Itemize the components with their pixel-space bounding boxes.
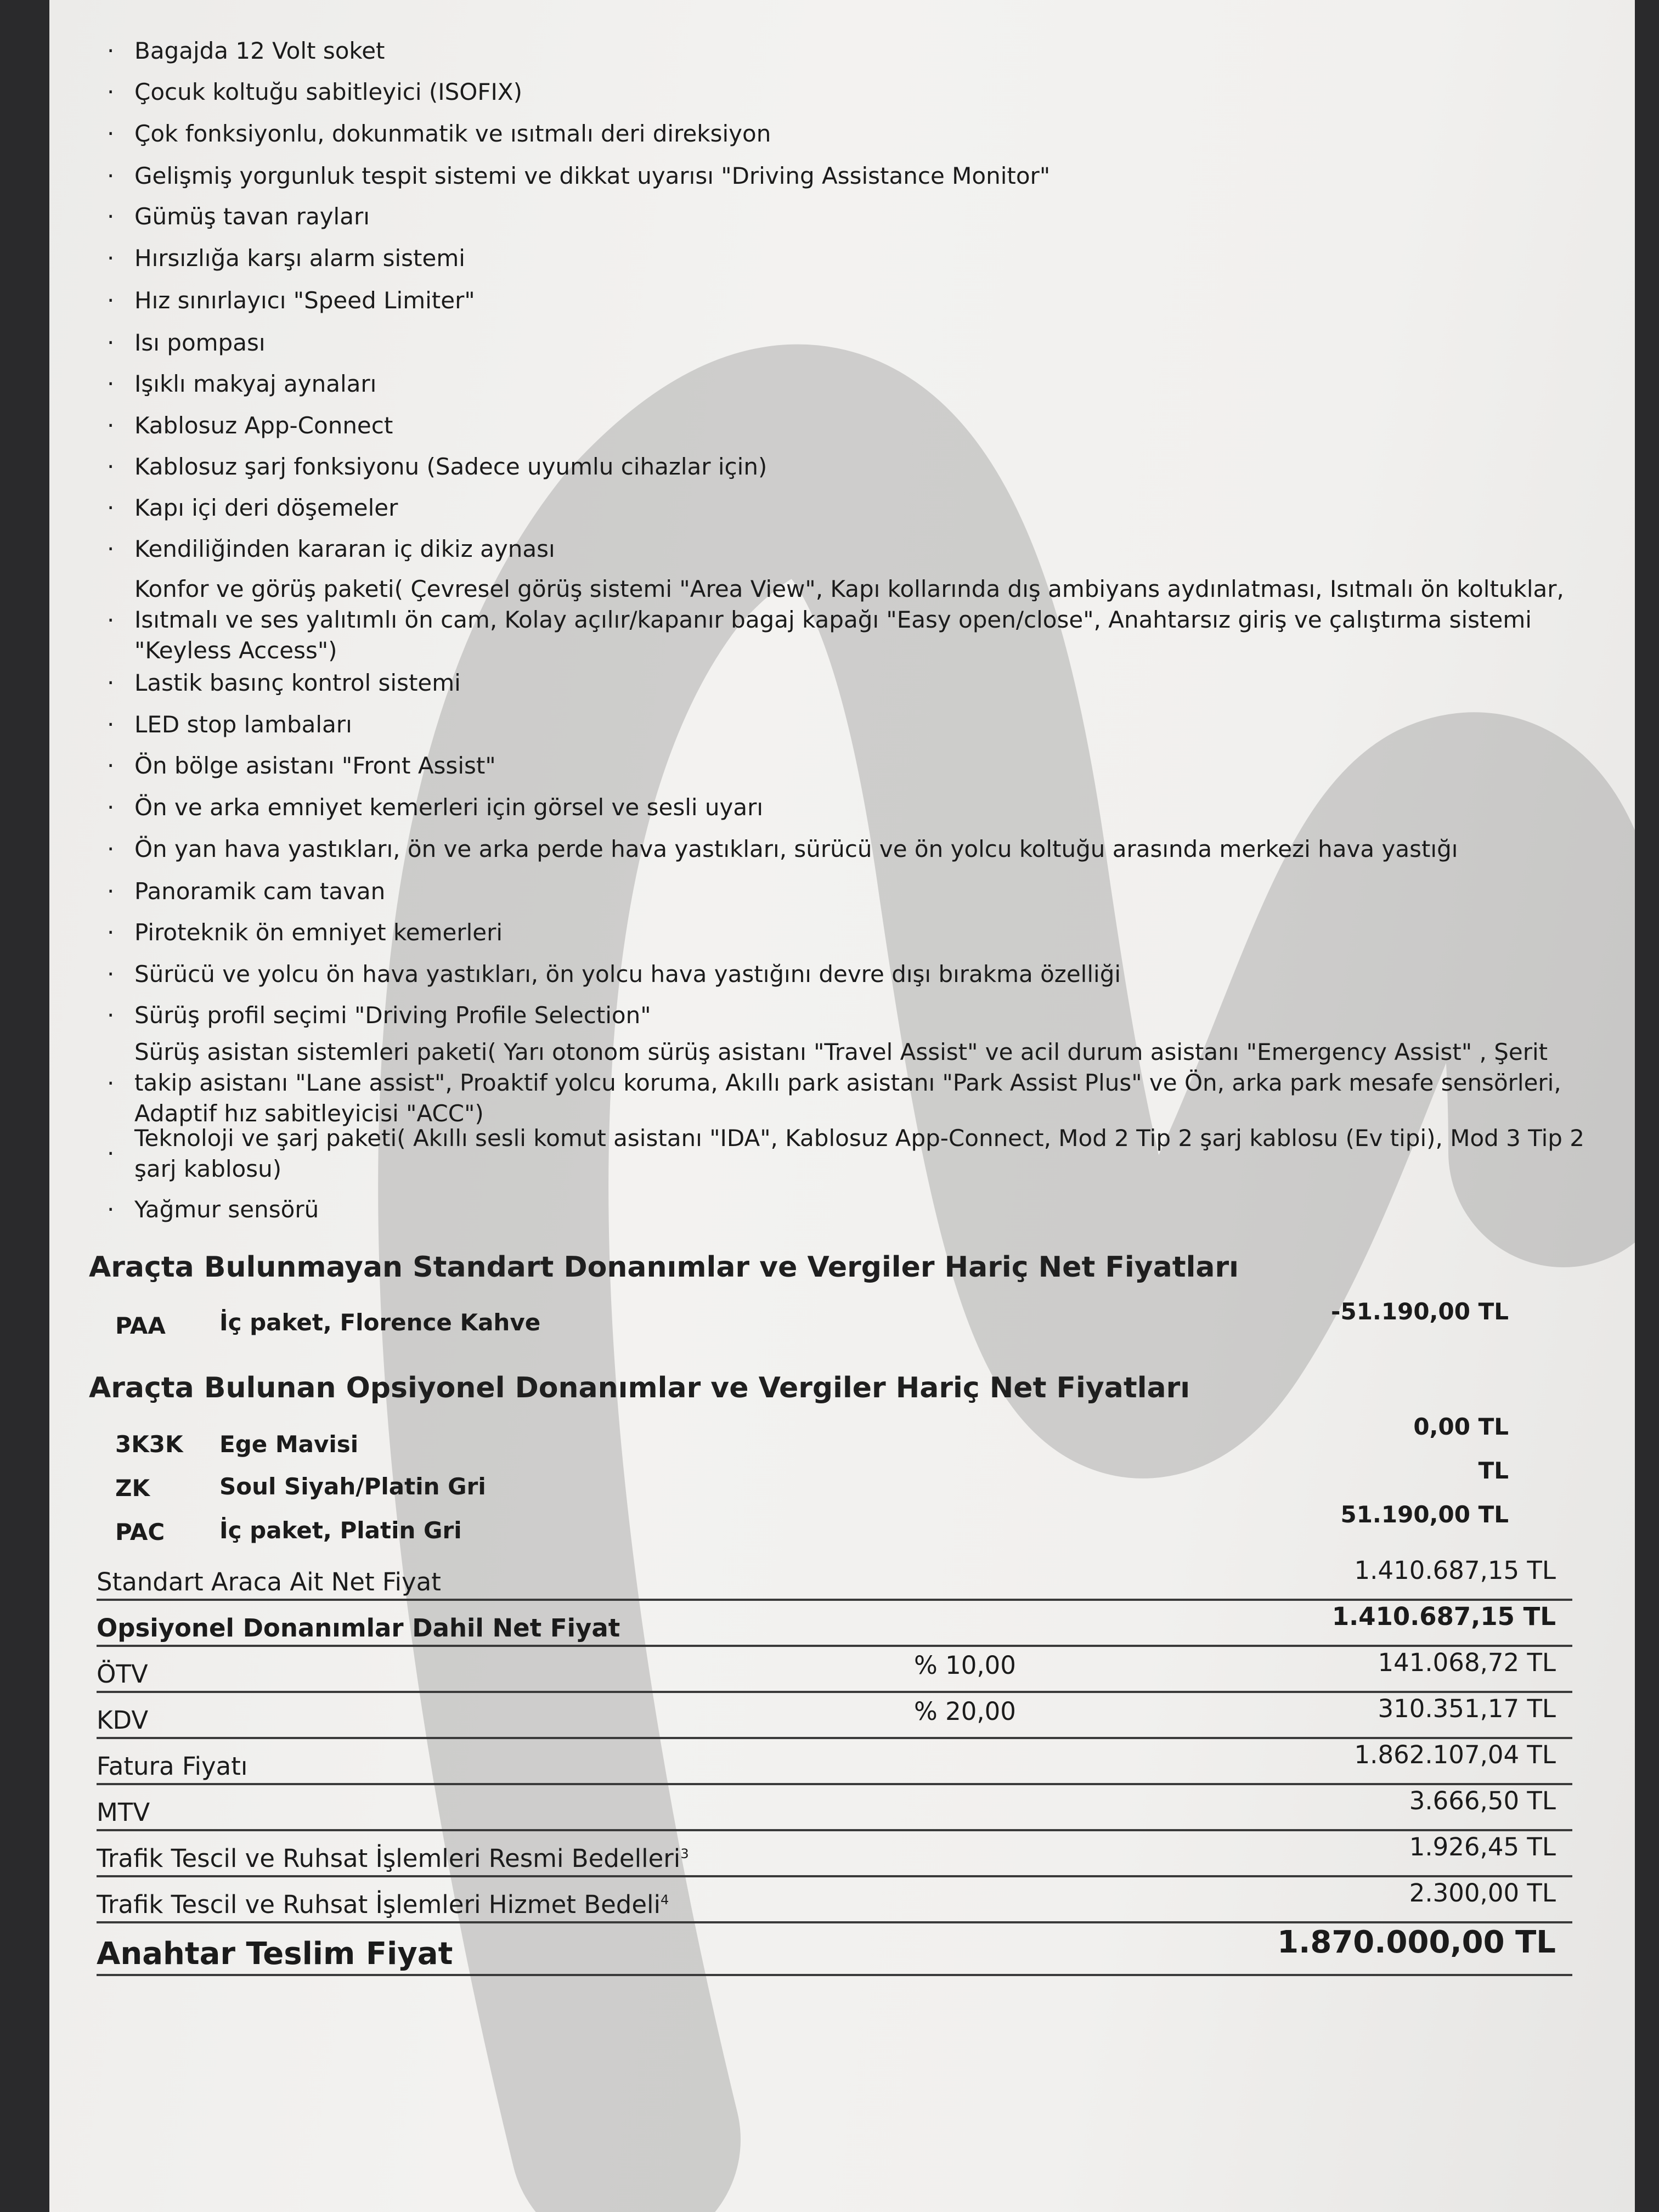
feature-item <box>107 534 1588 565</box>
summary-row <box>97 1786 1572 1831</box>
option-description: İç paket, Florence Kahve <box>219 1309 541 1336</box>
bullet-icon: · <box>107 494 115 521</box>
summary-value: 1.870.000,00 TL <box>1277 1925 1556 1960</box>
summary-label-text: Fatura Fiyatı <box>97 1752 248 1781</box>
summary-value: 310.351,17 TL <box>1378 1694 1556 1723</box>
bullet-icon: · <box>107 287 115 314</box>
bullet-icon: · <box>107 120 115 147</box>
summary-value: 1.862.107,04 TL <box>1354 1740 1556 1769</box>
feature-item <box>107 959 1588 990</box>
feature-text: Ön ve arka emniyet kemerleri için görsel ve sesli uyarı <box>134 794 764 821</box>
bullet-icon: · <box>107 535 115 562</box>
feature-item <box>107 285 1588 316</box>
bullet-icon: · <box>107 453 115 480</box>
bullet-icon: · <box>107 794 115 821</box>
summary-row <box>97 1602 1572 1647</box>
summary-value: 1.410.687,15 TL <box>1354 1556 1556 1585</box>
option-price: 0,00 TL <box>1413 1413 1509 1440</box>
bullet-icon: · <box>107 245 115 272</box>
summary-label <box>97 1936 453 1972</box>
summary-label-text: MTV <box>97 1798 150 1827</box>
bullet-icon: · <box>107 878 115 905</box>
feature-item <box>107 161 1588 191</box>
bullet-icon: · <box>107 752 115 779</box>
feature-item <box>107 917 1588 948</box>
summary-label-text: KDV <box>97 1706 149 1735</box>
summary-label <box>97 1613 620 1643</box>
feature-item <box>107 36 1588 66</box>
option-code: PAC <box>115 1519 165 1545</box>
feature-text: Kendiliğinden kararan iç dikiz aynası <box>134 535 555 562</box>
feature-text: Gelişmiş yorgunluk tespit sistemi ve dikkat uyarısı "Driving Assistance Monitor" <box>134 162 1051 189</box>
tax-rate: % 20,00 <box>914 1697 1016 1726</box>
summary-value: 1.926,45 TL <box>1409 1832 1556 1861</box>
feature-text: Isı pompası <box>134 329 266 356</box>
feature-text: Yağmur sensörü <box>134 1196 319 1223</box>
feature-text: Çocuk koltuğu sabitleyici (ISOFIX) <box>134 78 523 105</box>
feature-text: Panoramik cam tavan <box>134 878 386 905</box>
feature-text: Kapı içi deri döşemeler <box>134 494 398 521</box>
bullet-icon: · <box>107 203 115 230</box>
option-price: 51.190,00 TL <box>1340 1501 1509 1528</box>
option-description: Soul Siyah/Platin Gri <box>219 1473 486 1500</box>
feature-text: Hırsızlığa karşı alarm sistemi <box>134 245 465 272</box>
feature-item <box>107 1194 1588 1225</box>
summary-label <box>97 1706 148 1735</box>
feature-item <box>107 668 1588 698</box>
summary-value: 3.666,50 TL <box>1409 1786 1556 1815</box>
summary-value: 1.410.687,15 TL <box>1331 1602 1556 1631</box>
bullet-icon: · <box>107 162 115 189</box>
feature-item <box>107 792 1588 823</box>
feature-text: Sürüş profil seçimi "Driving Profile Selection" <box>134 1002 651 1029</box>
summary-label-text: Opsiyonel Donanımlar Dahil Net Fiyat <box>97 1613 620 1643</box>
feature-text: Bagajda 12 Volt soket <box>134 37 385 64</box>
feature-item <box>107 452 1588 482</box>
feature-item <box>107 328 1588 358</box>
option-code: PAA <box>115 1312 166 1339</box>
option-code: ZK <box>115 1475 150 1502</box>
tax-rate: % 10,00 <box>914 1651 1016 1680</box>
bullet-icon: · <box>107 1002 115 1029</box>
summary-value: 2.300,00 TL <box>1409 1878 1556 1908</box>
bullet-icon: · <box>107 836 115 862</box>
feature-text: Çok fonksiyonlu, dokunmatik ve ısıtmalı deri direksiyon <box>134 120 771 147</box>
feature-item <box>107 119 1588 149</box>
bullet-icon: · <box>107 669 115 696</box>
feature-item <box>107 876 1588 907</box>
summary-row <box>97 1556 1572 1601</box>
option-price: TL <box>1478 1457 1509 1484</box>
feature-item <box>107 369 1588 399</box>
feature-text: Sürücü ve yolcu ön hava yastıkları, ön yolcu hava yastığını devre dışı bırakma özelliği <box>134 961 1121 988</box>
feature-item <box>107 709 1588 740</box>
summary-label <box>97 1660 148 1689</box>
footnote-marker: 3 <box>680 1846 689 1861</box>
feature-text: LED stop lambaları <box>134 711 352 738</box>
feature-text: Ön bölge asistanı "Front Assist" <box>134 752 496 779</box>
document-page <box>49 0 1635 2212</box>
option-price: -51.190,00 TL <box>1331 1298 1509 1325</box>
option-description: Ege Mavisi <box>219 1431 359 1458</box>
feature-item <box>107 1123 1588 1184</box>
total-price-row <box>97 1925 1572 1976</box>
bullet-icon: · <box>107 1196 115 1223</box>
feature-item <box>107 201 1588 232</box>
bullet-icon: · <box>107 607 115 634</box>
summary-label-text: Standart Araca Ait Net Fiyat <box>97 1567 441 1596</box>
bullet-icon: · <box>107 37 115 64</box>
feature-item <box>107 1000 1588 1031</box>
document-content <box>49 0 1635 2212</box>
feature-item <box>107 77 1588 108</box>
summary-label <box>97 1567 441 1596</box>
summary-value: 141.068,72 TL <box>1378 1648 1556 1677</box>
feature-text: Işıklı makyaj aynaları <box>134 370 377 397</box>
summary-row <box>97 1832 1572 1877</box>
feature-text: Sürüş asistan sistemleri paketi( Yarı otonom sürüş asistanı "Travel Assist" ve acil durum asistanı "Emergency Assist" , Şerit takip asistanı "Lane assist", Proaktif yolcu koruma, Akıllı park asistanı "Park Assist Plus" ve Ön, arka park mesafe sensörleri, Adaptif hız sabitleyicisi "ACC") <box>134 1039 1561 1127</box>
feature-item <box>107 751 1588 781</box>
summary-label-text: ÖTV <box>97 1660 148 1689</box>
bullet-icon: · <box>107 919 115 946</box>
feature-item <box>107 1037 1588 1130</box>
summary-label <box>97 1798 150 1827</box>
feature-text: Ön yan hava yastıkları, ön ve arka perde hava yastıkları, sürücü ve ön yolcu koltuğu arasında merkezi hava yastığı <box>134 836 1458 862</box>
feature-text: Hız sınırlayıcı "Speed Limiter" <box>134 287 475 314</box>
summary-label-text: Trafik Tescil ve Ruhsat İşlemleri Hizmet Bedeli <box>97 1890 661 1919</box>
footnote-marker: 4 <box>661 1892 669 1908</box>
feature-text: Gümüş tavan rayları <box>134 203 370 230</box>
summary-row <box>97 1740 1572 1785</box>
summary-row <box>97 1694 1572 1739</box>
bullet-icon: · <box>107 412 115 439</box>
summary-label-text: Anahtar Teslim Fiyat <box>97 1936 453 1972</box>
option-description: İç paket, Platin Gri <box>219 1517 462 1544</box>
feature-item <box>107 574 1588 667</box>
feature-text: Teknoloji ve şarj paketi( Akıllı sesli komut asistanı "IDA", Kablosuz App-Connect, Mod 2 Tip 2 şarj kablosu (Ev tipi), Mod 3 Tip 2 şarj kablosu) <box>134 1125 1584 1182</box>
option-code: 3K3K <box>115 1431 183 1458</box>
not-in-vehicle-heading: Araçta Bulunmayan Standart Donanımlar ve Vergiler Hariç Net Fiyatları <box>89 1251 1239 1284</box>
bullet-icon: · <box>107 961 115 988</box>
feature-item <box>107 493 1588 523</box>
feature-text: Piroteknik ön emniyet kemerleri <box>134 919 503 946</box>
bullet-icon: · <box>107 1140 115 1167</box>
bullet-icon: · <box>107 78 115 105</box>
bullet-icon: · <box>107 1070 115 1097</box>
feature-item <box>107 834 1588 865</box>
summary-row <box>97 1878 1572 1923</box>
feature-text: Kablosuz App-Connect <box>134 412 393 439</box>
summary-label-text: Trafik Tescil ve Ruhsat İşlemleri Resmi Bedelleri <box>97 1844 681 1873</box>
summary-label <box>97 1844 689 1873</box>
feature-item <box>107 410 1588 441</box>
feature-item <box>107 243 1588 274</box>
summary-label <box>97 1890 669 1919</box>
feature-text: Konfor ve görüş paketi( Çevresel görüş sistemi "Area View", Kapı kollarında dış ambiyans aydınlatması, Isıtmalı ön koltuklar, Isıtmalı ve ses yalıtımlı ön cam, Kolay açılır/kapanır bagaj kapağı "Easy open/close", Anahtarsız giriş ve çalıştırma sistemi "Keyless Access") <box>134 575 1564 664</box>
optional-heading: Araçta Bulunan Opsiyonel Donanımlar ve Vergiler Hariç Net Fiyatları <box>89 1372 1190 1404</box>
bullet-icon: · <box>107 711 115 738</box>
summary-row <box>97 1648 1572 1693</box>
summary-label <box>97 1752 247 1781</box>
feature-text: Kablosuz şarj fonksiyonu (Sadece uyumlu cihazlar için) <box>134 453 768 480</box>
feature-text: Lastik basınç kontrol sistemi <box>134 669 461 696</box>
bullet-icon: · <box>107 370 115 397</box>
bullet-icon: · <box>107 329 115 356</box>
